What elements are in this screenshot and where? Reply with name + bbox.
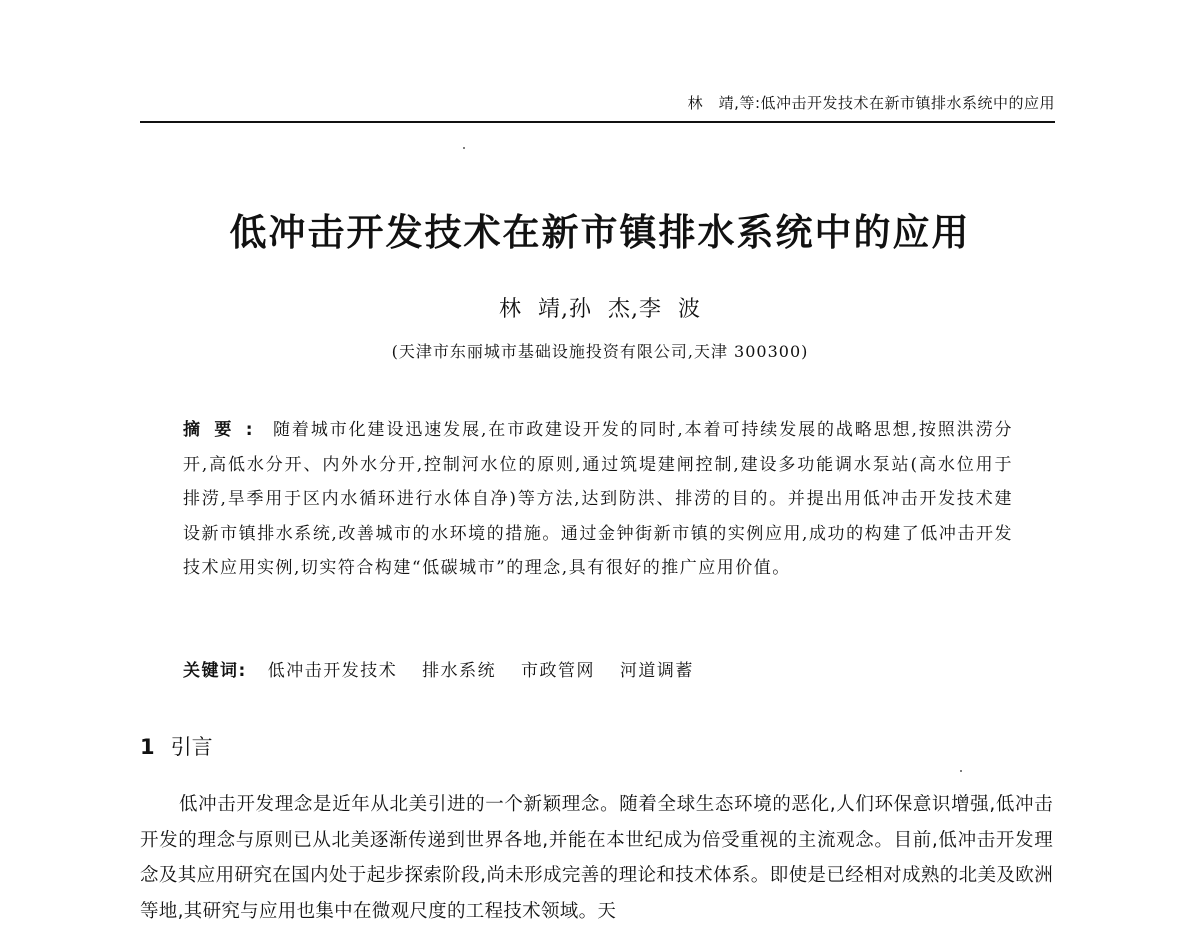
keyword: 市政管网 (521, 661, 596, 681)
paper-title: 低冲击开发技术在新市镇排水系统中的应用 (229, 211, 971, 254)
abstract-label: 摘要: (183, 420, 267, 440)
paper-authors: 林 靖,孙 杰,李 波 (499, 297, 701, 322)
scan-speck (960, 770, 962, 772)
keywords-label: 关键词: (183, 661, 247, 681)
body-paragraph: 低冲击开发理念是近年从北美引进的一个新颖理念。随着全球生态环境的恶化,人们环保意识增强,低冲击开发的理念与原则已从北美逐渐传递到世界各地,并能在本世纪成为倍受重视的主流观念。目前,低冲击开发理念及其应用研究在国内处于起步探索阶段,尚未形成完善的理论和技术体系。即使是已经相对成熟的北美及欧洲等地,其研究与应用也集中在微观尺度的工程技术领域。天 (140, 794, 1053, 922)
keyword: 排水系统 (422, 661, 497, 681)
section-title: 引言 (170, 735, 213, 759)
page-bottom-fade (0, 922, 1200, 952)
keyword: 低冲击开发技术 (267, 661, 398, 681)
paper-affiliation: (天津市东丽城市基础设施投资有限公司,天津 300300) (391, 342, 809, 361)
scan-speck (463, 147, 465, 149)
abstract-text: 随着城市化建设迅速发展,在市政建设开发的同时,本着可持续发展的战略思想,按照洪涝分开,高低水分开、内外水分开,控制河水位的原则,通过筑堤建闸控制,建设多功能调水泵站(高水位用于排涝,旱季用于区内水循环进行水体自净)等方法,达到防洪、排涝的目的。并提出用低冲击开发技术建设新市镇排水系统,改善城市的水环境的措施。通过金钟街新市镇的实例应用,成功的构建了低冲击开发技术应用实例,切实符合构建“低碳城市”的理念,具有很好的推广应用价值。 (183, 420, 1013, 578)
section-number: 1 (140, 735, 155, 759)
abstract-block (183, 413, 1013, 586)
header-rule (140, 121, 1055, 123)
keyword: 河道调蓄 (619, 661, 694, 681)
section-heading (140, 731, 213, 761)
keywords-line (183, 656, 712, 681)
running-header: 林 靖,等:低冲击开发技术在新市镇排水系统中的应用 (687, 94, 1055, 112)
